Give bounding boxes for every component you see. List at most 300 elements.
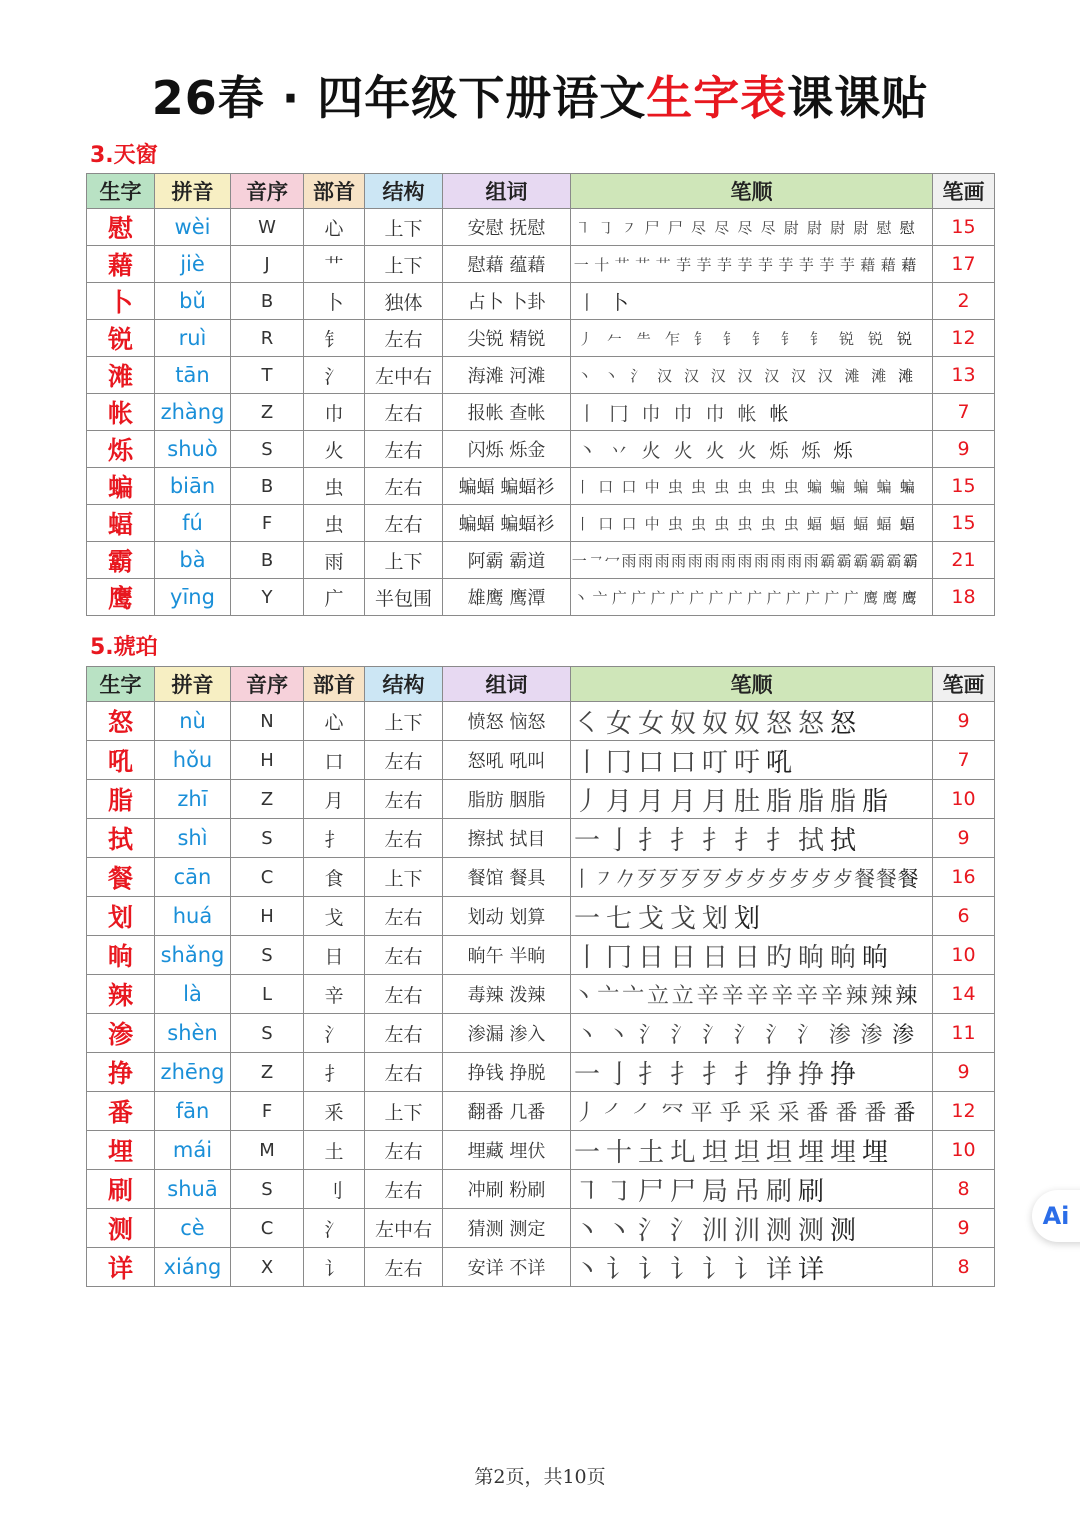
stroke-step: 日 bbox=[637, 942, 664, 973]
stroke-step: ㇆ bbox=[605, 1176, 632, 1207]
stroke-step: 晌 bbox=[861, 942, 888, 973]
stroke-step: 辣 bbox=[895, 983, 918, 1009]
stroke-order-sequence bbox=[571, 1132, 932, 1169]
cell-count: 10 bbox=[933, 1131, 995, 1170]
cell-radical: 艹 bbox=[304, 246, 365, 283]
stroke-order-sequence bbox=[571, 1171, 932, 1208]
cell-structure: 左右 bbox=[365, 936, 443, 975]
stroke-step: 晌 bbox=[829, 942, 856, 973]
stroke-step: 辛 bbox=[820, 983, 843, 1009]
stroke-step: 雨 bbox=[638, 551, 654, 570]
stroke-step: 雨 bbox=[753, 551, 769, 570]
cell-order: N bbox=[231, 702, 304, 741]
cell-strokes bbox=[571, 702, 933, 741]
stroke-step: 氵 bbox=[630, 366, 646, 385]
cell-words: 海滩 河滩 bbox=[443, 357, 571, 394]
stroke-order-sequence bbox=[571, 742, 932, 779]
cell-words: 冲刷 粉刷 bbox=[443, 1170, 571, 1209]
cell-radical: 讠 bbox=[304, 1248, 365, 1287]
header-char: 生字 bbox=[87, 667, 155, 702]
stroke-step: 冖 bbox=[604, 551, 620, 570]
stroke-step: ㇆ bbox=[598, 218, 614, 237]
stroke-step: 汉 bbox=[817, 366, 833, 385]
cell-count: 12 bbox=[933, 320, 995, 357]
stroke-step: 讠 bbox=[733, 1254, 760, 1285]
cell-count: 15 bbox=[933, 505, 995, 542]
stroke-step: 虫 bbox=[691, 514, 707, 533]
stroke-step: 雨 bbox=[654, 551, 670, 570]
stroke-step: 丨 bbox=[573, 747, 600, 778]
stroke-step: 雨 bbox=[621, 551, 637, 570]
stroke-step: 广 bbox=[669, 588, 685, 607]
cell-order: S bbox=[231, 936, 304, 975]
cell-strokes bbox=[571, 320, 933, 357]
stroke-step: 滩 bbox=[871, 366, 887, 385]
cell-words: 晌午 半晌 bbox=[443, 936, 571, 975]
cell-radical: 氵 bbox=[304, 357, 365, 394]
cell-char: 鹰 bbox=[87, 579, 155, 616]
cell-radical: 戈 bbox=[304, 897, 365, 936]
stroke-step: ㇇ bbox=[593, 867, 614, 891]
table-row bbox=[87, 1248, 995, 1287]
stroke-step: 脂 bbox=[829, 786, 856, 817]
section-title-1: 3.天窗 bbox=[90, 143, 158, 168]
cell-radical: 扌 bbox=[304, 1053, 365, 1092]
stroke-step: 尸 bbox=[667, 218, 683, 237]
stroke-step: 丶 bbox=[575, 1022, 598, 1048]
stroke-step: 餐 bbox=[875, 867, 897, 891]
cell-count: 18 bbox=[933, 579, 995, 616]
cell-order: M bbox=[231, 1131, 304, 1170]
stroke-step: 蝙 bbox=[899, 477, 915, 496]
header-char: 生字 bbox=[87, 174, 155, 209]
stroke-order-sequence bbox=[571, 1249, 932, 1286]
stroke-step: 尉 bbox=[830, 218, 846, 237]
table-row bbox=[87, 1209, 995, 1248]
cell-words: 尖锐 精锐 bbox=[443, 320, 571, 357]
stroke-step: 歺 bbox=[767, 867, 788, 891]
stroke-order-sequence bbox=[571, 399, 932, 426]
stroke-step: 挣 bbox=[797, 1059, 824, 1090]
stroke-step: 丨 bbox=[577, 291, 597, 314]
stroke-step: 雨 bbox=[803, 551, 819, 570]
cell-char: 卜 bbox=[87, 283, 155, 320]
stroke-step: 测 bbox=[829, 1215, 856, 1246]
stroke-step: 一 bbox=[573, 903, 600, 934]
stroke-step: 虫 bbox=[783, 477, 799, 496]
cell-order: F bbox=[231, 505, 304, 542]
stroke-step: 芋 bbox=[757, 255, 773, 274]
cell-pinyin: biān bbox=[155, 468, 231, 505]
stroke-step: 氵 bbox=[670, 1022, 693, 1048]
stroke-step: 渗 bbox=[860, 1022, 883, 1048]
header-count: 笔画 bbox=[933, 174, 995, 209]
stroke-step: 讠 bbox=[605, 1254, 632, 1285]
cell-count: 15 bbox=[933, 468, 995, 505]
cell-char: 蝠 bbox=[87, 505, 155, 542]
stroke-step: 划 bbox=[733, 903, 760, 934]
stroke-step: 㓁 bbox=[661, 1100, 684, 1126]
stroke-step: 雨 bbox=[737, 551, 753, 570]
stroke-step: 吊 bbox=[733, 1176, 760, 1207]
stroke-step: 霸 bbox=[836, 551, 852, 570]
cell-structure: 左右 bbox=[365, 505, 443, 542]
cell-strokes bbox=[571, 283, 933, 320]
cell-pinyin: bǔ bbox=[155, 283, 231, 320]
cell-order: C bbox=[231, 858, 304, 897]
stroke-step: 口 bbox=[621, 477, 637, 496]
stroke-step: 亠 bbox=[597, 983, 620, 1009]
header-count: 笔画 bbox=[933, 667, 995, 702]
cell-radical: 辛 bbox=[304, 975, 365, 1014]
cell-structure: 左右 bbox=[365, 1014, 443, 1053]
stroke-step: 丨 bbox=[571, 867, 593, 891]
stroke-step: 蝠 bbox=[876, 514, 892, 533]
cell-char: 怒 bbox=[87, 702, 155, 741]
cell-strokes bbox=[571, 936, 933, 975]
stroke-step: 辛 bbox=[771, 983, 794, 1009]
ai-assistant-button[interactable] bbox=[1032, 1190, 1080, 1242]
cell-structure: 独体 bbox=[365, 283, 443, 320]
stroke-step: 钅 bbox=[722, 329, 738, 348]
stroke-step: 芋 bbox=[717, 255, 733, 274]
stroke-step: 一 bbox=[573, 1059, 600, 1090]
cell-strokes bbox=[571, 858, 933, 897]
cell-words: 脂肪 胭脂 bbox=[443, 780, 571, 819]
cell-structure: 上下 bbox=[365, 542, 443, 579]
stroke-step: 扌 bbox=[701, 1059, 728, 1090]
cell-pinyin: zhàng bbox=[155, 394, 231, 431]
cell-structure: 上下 bbox=[365, 858, 443, 897]
cell-char: 帐 bbox=[87, 394, 155, 431]
cell-strokes bbox=[571, 1248, 933, 1287]
cell-char: 辣 bbox=[87, 975, 155, 1014]
stroke-step: 讠 bbox=[637, 1254, 664, 1285]
stroke-order-sequence bbox=[571, 1054, 932, 1091]
stroke-step: 番 bbox=[806, 1100, 829, 1126]
stroke-step: 详 bbox=[797, 1254, 824, 1285]
stroke-step: 口 bbox=[669, 747, 696, 778]
stroke-step: 番 bbox=[893, 1100, 916, 1126]
cell-radical: 扌 bbox=[304, 819, 365, 858]
stroke-order-sequence bbox=[571, 979, 932, 1010]
stroke-step: 日 bbox=[669, 942, 696, 973]
stroke-step: 旳 bbox=[765, 942, 792, 973]
stroke-step: 虫 bbox=[667, 477, 683, 496]
stroke-step: 汉 bbox=[657, 366, 673, 385]
stroke-step: ㇕ bbox=[573, 1176, 600, 1207]
stroke-step: 卜 bbox=[609, 291, 629, 314]
stroke-step: 七 bbox=[605, 903, 632, 934]
stroke-step: 蝠 bbox=[899, 514, 915, 533]
cell-radical: 巾 bbox=[304, 394, 365, 431]
cell-order: T bbox=[231, 357, 304, 394]
header-words: 组词 bbox=[443, 174, 571, 209]
cell-radical: 口 bbox=[304, 741, 365, 780]
stroke-step: 坦 bbox=[701, 1137, 728, 1168]
stroke-order-sequence bbox=[571, 1018, 932, 1049]
cell-structure: 左右 bbox=[365, 394, 443, 431]
stroke-step: 口 bbox=[598, 514, 614, 533]
cell-pinyin: shuò bbox=[155, 431, 231, 468]
stroke-step: 广 bbox=[650, 588, 666, 607]
cell-pinyin: fú bbox=[155, 505, 231, 542]
stroke-step: 钅 bbox=[693, 329, 709, 348]
table-row bbox=[87, 858, 995, 897]
cell-words: 餐馆 餐具 bbox=[443, 858, 571, 897]
cell-count: 8 bbox=[933, 1170, 995, 1209]
cell-words: 报帐 查帐 bbox=[443, 394, 571, 431]
stroke-step: 日 bbox=[733, 942, 760, 973]
cell-words: 慰藉 蕴藉 bbox=[443, 246, 571, 283]
stroke-step: 氵 bbox=[639, 1022, 662, 1048]
stroke-step: 歹 bbox=[636, 867, 658, 891]
stroke-step: 丶 bbox=[603, 366, 619, 385]
cell-words: 猜测 测定 bbox=[443, 1209, 571, 1248]
stroke-step: 尉 bbox=[783, 218, 799, 237]
stroke-step: 烁 bbox=[833, 439, 853, 462]
stroke-step: 火 bbox=[641, 439, 661, 462]
stroke-step: 测 bbox=[797, 1215, 824, 1246]
stroke-order-sequence bbox=[571, 820, 932, 857]
header-radical: 部首 bbox=[304, 174, 365, 209]
stroke-step: 尽 bbox=[691, 218, 707, 237]
cell-structure: 上下 bbox=[365, 702, 443, 741]
stroke-step: 巾 bbox=[705, 402, 725, 425]
stroke-step: 尽 bbox=[737, 218, 753, 237]
stroke-step: 辛 bbox=[796, 983, 819, 1009]
cell-words: 占卜 卜卦 bbox=[443, 283, 571, 320]
cell-char: 脂 bbox=[87, 780, 155, 819]
cell-count: 9 bbox=[933, 819, 995, 858]
stroke-step: 丶 bbox=[577, 439, 597, 462]
stroke-step: 歺 bbox=[723, 867, 745, 891]
cell-order: H bbox=[231, 897, 304, 936]
ai-icon: Ai bbox=[1042, 1202, 1070, 1230]
stroke-step: 讠 bbox=[701, 1254, 728, 1285]
stroke-step: 火 bbox=[705, 439, 725, 462]
stroke-step: 月 bbox=[701, 786, 728, 817]
stroke-step: 蝙 bbox=[853, 477, 869, 496]
table-row bbox=[87, 1092, 995, 1131]
stroke-step: 讠 bbox=[669, 1254, 696, 1285]
stroke-step: 亠 bbox=[592, 588, 608, 607]
stroke-order-sequence bbox=[571, 937, 932, 974]
stroke-step: 丶 bbox=[607, 1022, 630, 1048]
stroke-step: 广 bbox=[766, 588, 782, 607]
stroke-step: 帐 bbox=[769, 402, 789, 425]
header-strokes: 笔顺 bbox=[571, 667, 933, 702]
stroke-step: 拭 bbox=[829, 825, 856, 856]
cell-words: 怒吼 吼叫 bbox=[443, 741, 571, 780]
cell-count: 10 bbox=[933, 780, 995, 819]
stroke-step: 虫 bbox=[760, 514, 776, 533]
cell-radical: 月 bbox=[304, 780, 365, 819]
cell-order: Z bbox=[231, 394, 304, 431]
stroke-step: 扌 bbox=[637, 825, 664, 856]
cell-words: 埋藏 埋伏 bbox=[443, 1131, 571, 1170]
stroke-step: 氵 bbox=[797, 1022, 820, 1048]
stroke-step: 十 bbox=[594, 255, 610, 274]
cell-words: 阿霸 霸道 bbox=[443, 542, 571, 579]
stroke-order-sequence bbox=[571, 476, 932, 497]
stroke-step: 刷 bbox=[765, 1176, 792, 1207]
cell-strokes bbox=[571, 431, 933, 468]
stroke-step: 奴 bbox=[733, 708, 760, 739]
stroke-step: 雨 bbox=[704, 551, 720, 570]
stroke-step: 丿 bbox=[574, 1100, 597, 1126]
cell-structure: 左右 bbox=[365, 1248, 443, 1287]
cell-strokes bbox=[571, 819, 933, 858]
cell-pinyin: jiè bbox=[155, 246, 231, 283]
stroke-step: 𠂉 bbox=[606, 329, 622, 348]
cell-order: X bbox=[231, 1248, 304, 1287]
table-row bbox=[87, 702, 995, 741]
stroke-step: 虫 bbox=[691, 477, 707, 496]
stroke-step: 扌 bbox=[733, 1059, 760, 1090]
stroke-step: 口 bbox=[598, 477, 614, 496]
char-table-tianchuang bbox=[86, 173, 995, 616]
header-strokes: 笔顺 bbox=[571, 174, 933, 209]
stroke-step: 拭 bbox=[797, 825, 824, 856]
stroke-step: 丶 bbox=[573, 588, 589, 607]
table-row bbox=[87, 209, 995, 246]
stroke-step: 锐 bbox=[838, 329, 854, 348]
stroke-step: 广 bbox=[747, 588, 763, 607]
stroke-step: 口 bbox=[637, 747, 664, 778]
stroke-order-sequence bbox=[571, 328, 932, 349]
cell-char: 测 bbox=[87, 1209, 155, 1248]
stroke-step: 芋 bbox=[676, 255, 692, 274]
stroke-step: 虫 bbox=[667, 514, 683, 533]
stroke-step: 芋 bbox=[798, 255, 814, 274]
stroke-step: 奴 bbox=[669, 708, 696, 739]
stroke-step: 土 bbox=[637, 1137, 664, 1168]
stroke-step: 丨 bbox=[577, 402, 597, 425]
cell-strokes bbox=[571, 780, 933, 819]
cell-char: 餐 bbox=[87, 858, 155, 897]
stroke-step: 巾 bbox=[673, 402, 693, 425]
stroke-step: 广 bbox=[631, 588, 647, 607]
cell-count: 17 bbox=[933, 246, 995, 283]
stroke-step: 丶 bbox=[573, 1215, 600, 1246]
stroke-order-sequence bbox=[571, 862, 932, 892]
cell-radical: 土 bbox=[304, 1131, 365, 1170]
stroke-step: 藉 bbox=[860, 255, 876, 274]
cell-strokes bbox=[571, 246, 933, 283]
stroke-step: 虫 bbox=[737, 477, 753, 496]
stroke-step: 挣 bbox=[829, 1059, 856, 1090]
header-structure: 结构 bbox=[365, 667, 443, 702]
cell-structure: 左右 bbox=[365, 975, 443, 1014]
stroke-step: 一 bbox=[571, 551, 587, 570]
char-table-hupo bbox=[86, 666, 995, 1287]
table-row bbox=[87, 542, 995, 579]
cell-pinyin: fān bbox=[155, 1092, 231, 1131]
stroke-step: 虫 bbox=[714, 514, 730, 533]
stroke-step: 丿 bbox=[577, 329, 593, 348]
cell-strokes bbox=[571, 357, 933, 394]
cell-order: B bbox=[231, 542, 304, 579]
table-row bbox=[87, 357, 995, 394]
stroke-step: 戈 bbox=[669, 903, 696, 934]
stroke-step: 晌 bbox=[797, 942, 824, 973]
stroke-step: 亠 bbox=[622, 983, 645, 1009]
page-title bbox=[0, 62, 1080, 128]
cell-count: 14 bbox=[933, 975, 995, 1014]
stroke-step: 钅 bbox=[780, 329, 796, 348]
stroke-step: 艹 bbox=[655, 255, 671, 274]
stroke-step: 蝠 bbox=[853, 514, 869, 533]
stroke-step: 扌 bbox=[669, 1059, 696, 1090]
stroke-step: 埋 bbox=[797, 1137, 824, 1168]
stroke-step: 冂 bbox=[605, 942, 632, 973]
stroke-step: 测 bbox=[765, 1215, 792, 1246]
cell-count: 7 bbox=[933, 394, 995, 431]
stroke-step: 雨 bbox=[671, 551, 687, 570]
cell-pinyin: là bbox=[155, 975, 231, 1014]
stroke-step: 尽 bbox=[714, 218, 730, 237]
stroke-step: 雨 bbox=[687, 551, 703, 570]
stroke-step: 坦 bbox=[733, 1137, 760, 1168]
stroke-step: 番 bbox=[835, 1100, 858, 1126]
cell-char: 锐 bbox=[87, 320, 155, 357]
cell-radical: 雨 bbox=[304, 542, 365, 579]
cell-structure: 上下 bbox=[365, 246, 443, 283]
stroke-step: 钅 bbox=[809, 329, 825, 348]
stroke-step: 中 bbox=[644, 477, 660, 496]
cell-structure: 上下 bbox=[365, 1092, 443, 1131]
cell-count: 9 bbox=[933, 1053, 995, 1092]
stroke-step: 蝙 bbox=[806, 477, 822, 496]
stroke-step: 钅 bbox=[751, 329, 767, 348]
table-row bbox=[87, 741, 995, 780]
stroke-step: 广 bbox=[843, 588, 859, 607]
stroke-step: 中 bbox=[644, 514, 660, 533]
cell-order: S bbox=[231, 431, 304, 468]
cell-count: 9 bbox=[933, 431, 995, 468]
cell-char: 划 bbox=[87, 897, 155, 936]
cell-count: 16 bbox=[933, 858, 995, 897]
stroke-step: 巾 bbox=[641, 402, 661, 425]
stroke-order-sequence bbox=[571, 703, 932, 740]
cell-order: R bbox=[231, 320, 304, 357]
cell-words: 擦拭 拭目 bbox=[443, 819, 571, 858]
cell-pinyin: nù bbox=[155, 702, 231, 741]
stroke-step: 埋 bbox=[861, 1137, 888, 1168]
stroke-step: 餐 bbox=[854, 867, 875, 891]
cell-order: S bbox=[231, 1014, 304, 1053]
stroke-step: 吼 bbox=[765, 747, 792, 778]
cell-words: 蝙蝠 蝙蝠衫 bbox=[443, 468, 571, 505]
stroke-step: 扌 bbox=[669, 825, 696, 856]
section-title-2: 5.琥珀 bbox=[90, 635, 158, 660]
cell-count: 8 bbox=[933, 1248, 995, 1287]
cell-radical: 钅 bbox=[304, 320, 365, 357]
stroke-step: 戈 bbox=[637, 903, 664, 934]
cell-order: Z bbox=[231, 1053, 304, 1092]
stroke-step: 虫 bbox=[760, 477, 776, 496]
stroke-step: 蝙 bbox=[876, 477, 892, 496]
cell-char: 埋 bbox=[87, 1131, 155, 1170]
table-header-row bbox=[87, 667, 995, 702]
stroke-step: 滩 bbox=[898, 366, 914, 385]
cell-order: C bbox=[231, 1209, 304, 1248]
stroke-step: 番 bbox=[864, 1100, 887, 1126]
stroke-step: 丨 bbox=[575, 477, 591, 496]
header-words: 组词 bbox=[443, 667, 571, 702]
stroke-step: 慰 bbox=[876, 218, 892, 237]
